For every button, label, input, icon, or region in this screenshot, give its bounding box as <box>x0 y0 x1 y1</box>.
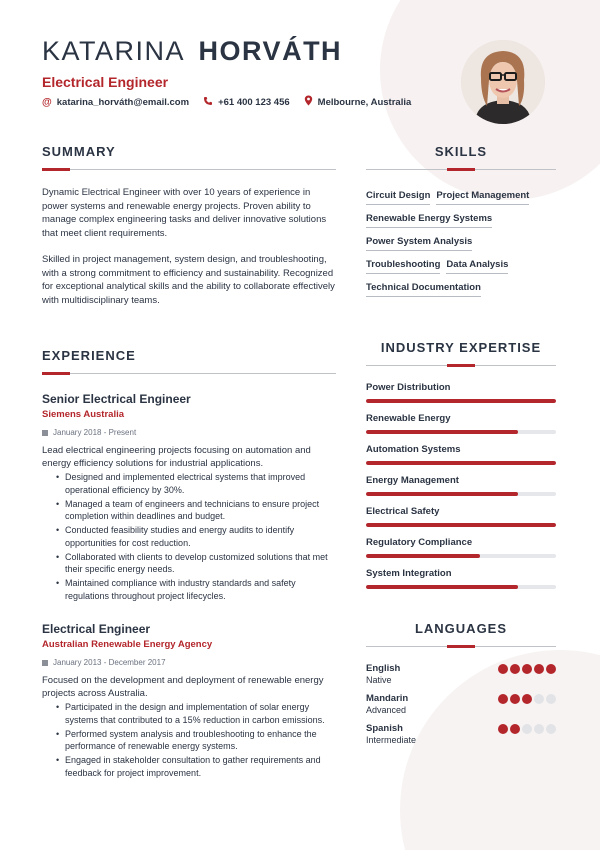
bullet-item: • Managed a team of engineers and technicians to ensure project completion within deadlines and budget. <box>56 498 336 523</box>
expertise-item <box>366 537 556 558</box>
experience-list <box>42 392 336 793</box>
candidate-name <box>42 36 342 67</box>
language-item <box>366 723 556 745</box>
calendar-icon <box>42 660 48 666</box>
languages-heading: LANGUAGES <box>414 621 508 636</box>
rating-dot-filled <box>534 664 544 674</box>
job-dates <box>42 428 336 437</box>
bullet-item: • Maintained compliance with industry standards and safety regulations throughout project lifecycles. <box>56 577 336 602</box>
expertise-item <box>366 506 556 527</box>
skill-tag: Troubleshooting <box>366 259 440 274</box>
rating-dot-filled <box>510 694 520 704</box>
section-divider <box>42 169 336 170</box>
expertise-fill <box>366 399 556 403</box>
expertise-label: Energy Management <box>366 475 459 486</box>
phone-icon <box>203 96 213 109</box>
skills-list <box>366 190 556 297</box>
expertise-fill <box>366 585 518 589</box>
rating-dot-filled <box>498 724 508 734</box>
date-range: January 2018 - Present <box>53 428 137 437</box>
summary-section-header <box>42 144 336 170</box>
language-name: Mandarin <box>366 693 409 704</box>
expertise-item <box>366 382 556 403</box>
bullet-item: • Conducted feasibility studies and energy audits to identify opportunities for cost reduction. <box>56 524 336 549</box>
rating-dot-filled <box>522 694 532 704</box>
expertise-fill <box>366 430 518 434</box>
email-text: katarina_horváth@email.com <box>56 96 190 108</box>
contact-info <box>42 95 411 109</box>
bullet-item: • Designed and implemented electrical systems that improved operational efficiency by 30%. <box>56 471 336 496</box>
expertise-fill <box>366 492 518 496</box>
languages-list <box>366 663 556 753</box>
expertise-bar <box>366 585 556 589</box>
bullet-item: • Collaborated with clients to develop customized solutions that met their specific energy needs. <box>56 551 336 576</box>
summary-paragraph: Skilled in project management, system design, and troubleshooting, with a strong commitment to efficiency and sustainability. Recognized for exceptional analytical skills and the ability to collaborate effectively with multidisciplinary teams. <box>42 254 335 306</box>
expertise-label: System Integration <box>366 568 452 579</box>
language-rating <box>498 694 556 704</box>
job-description: Focused on the development and deployment of renewable energy projects across Australia. <box>42 675 324 699</box>
job-title: Senior Electrical Engineer <box>42 392 191 406</box>
job-dates <box>42 658 336 667</box>
language-level: Intermediate <box>366 735 417 745</box>
section-divider <box>366 169 556 170</box>
skill-tag: Data Analysis <box>446 259 508 274</box>
expertise-item <box>366 444 556 465</box>
skill-tag: Project Management <box>436 190 529 205</box>
job-title: Electrical Engineer <box>42 622 151 636</box>
expertise-bar <box>366 554 556 558</box>
expertise-bar <box>366 399 556 403</box>
rating-dot-empty <box>546 724 556 734</box>
location-text: Melbourne, Australia <box>317 96 412 108</box>
rating-dot-empty <box>534 724 544 734</box>
experience-heading: EXPERIENCE <box>42 348 136 363</box>
company-name: Siemens Australia <box>42 409 125 420</box>
rating-dot-filled <box>522 664 532 674</box>
contact-email[interactable] <box>42 95 189 109</box>
expertise-bar <box>366 430 556 434</box>
section-divider <box>42 373 336 374</box>
language-rating <box>498 724 556 734</box>
at-icon: @ <box>42 96 52 108</box>
expertise-label: Electrical Safety <box>366 506 440 517</box>
expertise-item <box>366 413 556 434</box>
expertise-bar <box>366 523 556 527</box>
languages-section-header <box>366 621 556 647</box>
contact-phone[interactable] <box>203 95 290 109</box>
language-name: English <box>366 663 401 674</box>
language-item <box>366 663 556 685</box>
expertise-item <box>366 475 556 496</box>
language-level: Native <box>366 675 392 685</box>
experience-section-header <box>42 348 336 374</box>
skill-tag: Circuit Design <box>366 190 430 205</box>
expertise-fill <box>366 461 556 465</box>
expertise-label: Power Distribution <box>366 382 451 393</box>
skill-tag: Technical Documentation <box>366 282 481 297</box>
language-item <box>366 693 556 715</box>
rating-dot-filled <box>510 664 520 674</box>
avatar <box>461 40 545 124</box>
summary-heading: SUMMARY <box>42 144 116 159</box>
language-rating <box>498 664 556 674</box>
skill-tag: Renewable Energy Systems <box>366 213 492 228</box>
bullet-item: • Participated in the design and implementation of solar energy systems that contributed to a 15% reduction in carbon emissions. <box>56 701 336 726</box>
job-bullets <box>42 701 336 779</box>
section-divider <box>366 365 556 366</box>
rating-dot-empty <box>546 694 556 704</box>
phone-text: +61 400 123 456 <box>218 96 290 108</box>
job-bullets <box>42 471 336 602</box>
expertise-item <box>366 568 556 589</box>
company-name: Australian Renewable Energy Agency <box>42 639 213 650</box>
expertise-fill <box>366 523 556 527</box>
rating-dot-filled <box>498 694 508 704</box>
language-name: Spanish <box>366 723 403 734</box>
expertise-label: Automation Systems <box>366 444 461 455</box>
section-divider <box>366 646 556 647</box>
expertise-bar <box>366 461 556 465</box>
date-range: January 2013 - December 2017 <box>53 658 166 667</box>
last-name: HORVÁTH <box>198 36 343 66</box>
job-description: Lead electrical engineering projects focusing on automation and energy efficiency solutions for industrial applications. <box>42 445 311 469</box>
expertise-bar <box>366 492 556 496</box>
map-pin-icon <box>304 95 313 109</box>
rating-dot-filled <box>510 724 520 734</box>
experience-item <box>42 622 336 779</box>
summary-body <box>42 186 336 307</box>
expertise-heading: INDUSTRY EXPERTISE <box>380 340 542 355</box>
skills-section-header <box>366 144 556 170</box>
job-title-header: Electrical Engineer <box>42 74 169 90</box>
expertise-label: Regulatory Compliance <box>366 537 473 548</box>
bullet-item: • Engaged in stakeholder consultation to gather requirements and feedback for project improvement. <box>56 754 336 779</box>
rating-dot-empty <box>534 694 544 704</box>
bullet-item: • Performed system analysis and troubleshooting to enhance the performance of renewable energy systems. <box>56 728 336 753</box>
rating-dot-empty <box>522 724 532 734</box>
rating-dot-filled <box>498 664 508 674</box>
expertise-section-header <box>366 340 556 366</box>
experience-item <box>42 392 336 602</box>
expertise-list <box>366 382 556 599</box>
first-name: KATARINA <box>42 36 184 66</box>
language-level: Advanced <box>366 705 407 715</box>
expertise-label: Renewable Energy <box>366 413 451 424</box>
summary-paragraph: Dynamic Electrical Engineer with over 10 years of experience in power systems and renewable energy projects. Proven ability to manage complex engineering tasks and deliver innovative solutions that meet client requirements. <box>42 187 327 239</box>
expertise-fill <box>366 554 480 558</box>
skills-heading: SKILLS <box>434 144 488 159</box>
contact-location <box>304 95 412 109</box>
calendar-icon <box>42 430 48 436</box>
skill-tag: Power System Analysis <box>366 236 472 251</box>
rating-dot-filled <box>546 664 556 674</box>
